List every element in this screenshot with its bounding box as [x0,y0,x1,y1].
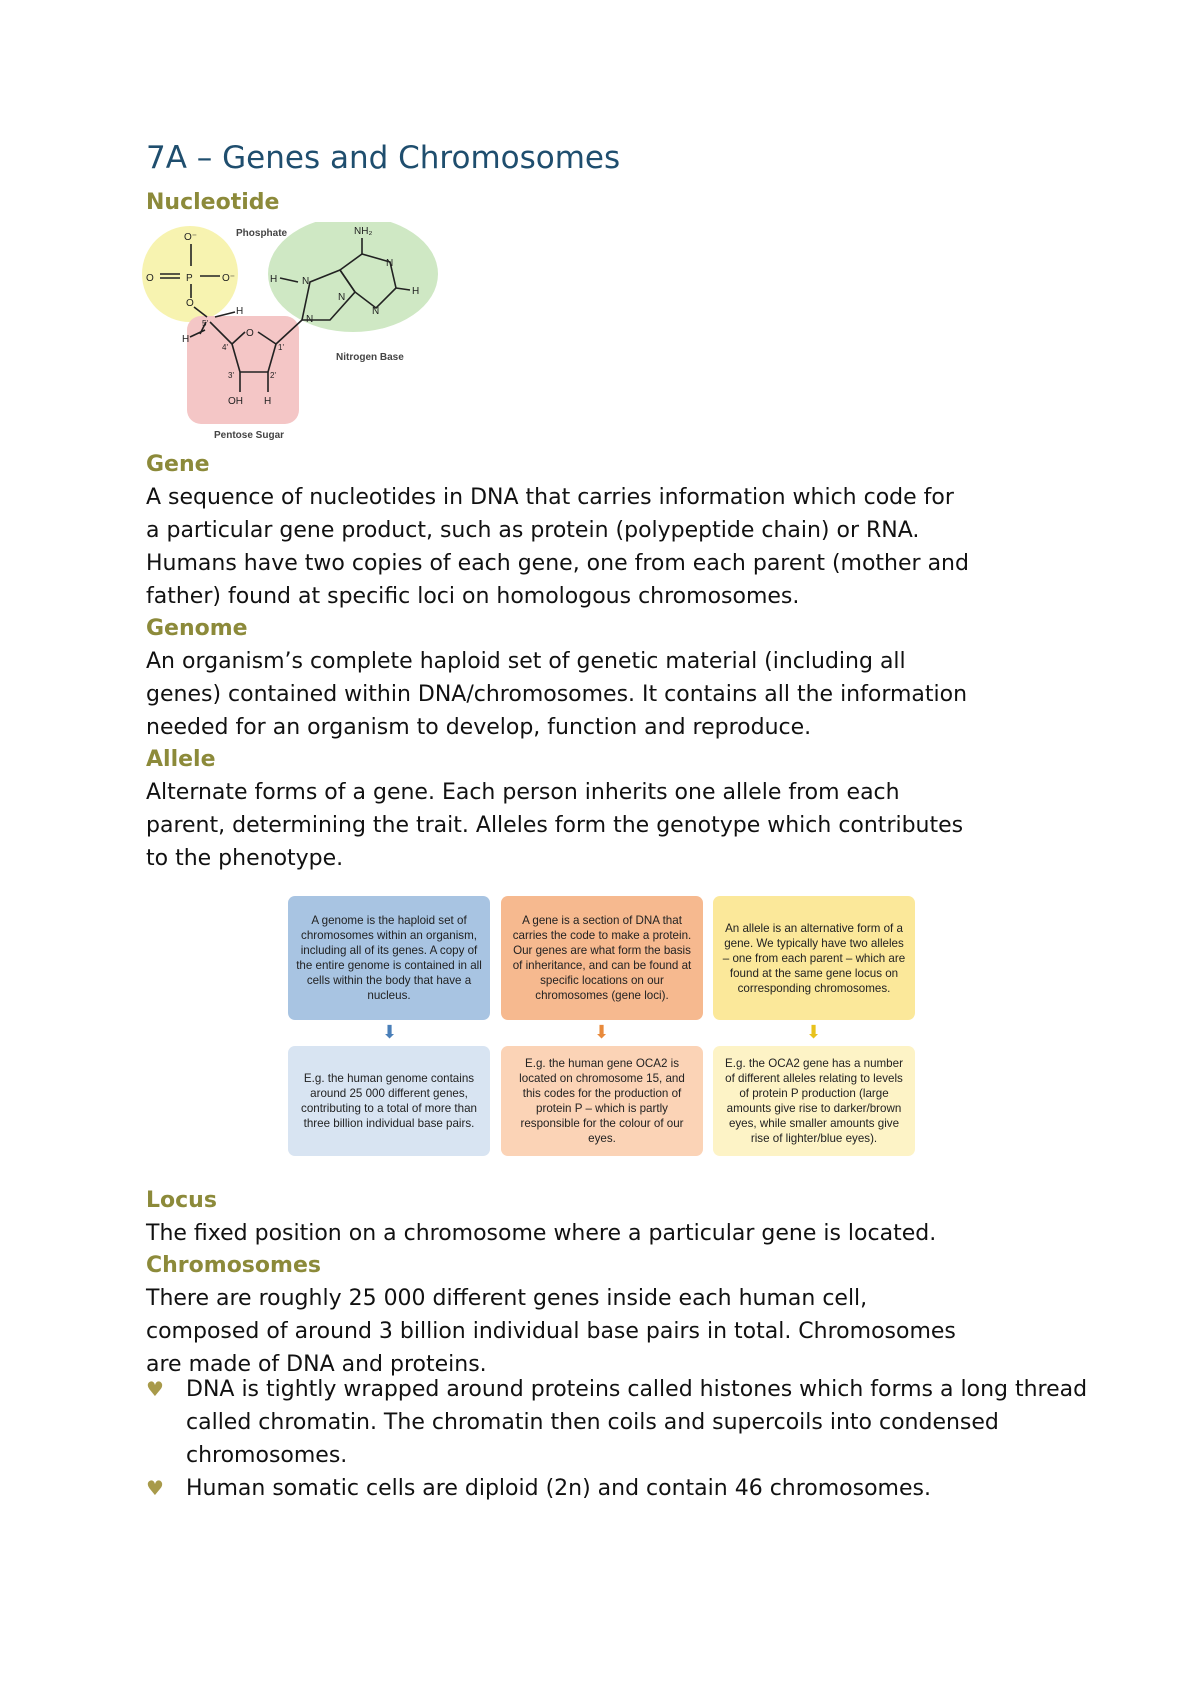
nitrogen-base-region [268,222,438,332]
genome-gene-allele-diagram [288,896,924,1160]
atom-label: 5' [202,319,208,328]
gene-definition: A sequence of nucleotides in DNA that carries information which code for a particular gene product, such as protein (polypeptide chain) or RNA. Humans have two copies of each gene, one from each parent (mother and father) found at specific loci on homologous chromosomes. [146,485,969,609]
heading-locus: Locus [146,1188,217,1213]
down-arrow-icon: ⬇ [594,1022,610,1043]
atom-label: 1' [278,343,284,352]
atom-label: O [246,328,254,339]
atom-label: N [372,306,380,317]
heading-allele: Allele [146,747,216,772]
heart-icon: ♥ [146,1377,164,1401]
atom-label: H [182,334,190,345]
atom-label: P [186,273,193,284]
heading-nucleotide: Nucleotide [146,190,280,215]
allele-card: An allele is an alternative form of a gene. We typically have two alleles – one from each parent – which are found at the same gene locus on corresponding chromosomes. [713,896,915,1020]
list-item-text: DNA is tightly wrapped around proteins called histones which forms a long thread called chromatin. The chromatin then coils and supercoils into condensed chromosomes. [186,1377,1088,1468]
genome-definition: An organism’s complete haploid set of genetic material (including all genes) contained within DNA/chromosomes. It contains all the information needed for an organism to develop, function and reproduce. [146,649,968,740]
down-arrow-icon: ⬇ [806,1022,822,1043]
down-arrow-icon: ⬇ [382,1022,398,1043]
atom-label: O⁻ [222,273,236,284]
chromosome-facts-list [146,1373,1106,1505]
atom-label: H [236,306,244,317]
nitrogen-base-label: Nitrogen Base [336,352,404,363]
atom-label: N [338,292,346,303]
atom-label: N [386,258,394,269]
chromosomes-definition: There are roughly 25 000 different genes inside each human cell, composed of around 3 billion individual base pairs in total. Chromosomes are made of DNA and proteins. [146,1286,956,1377]
atom-label: 3' [228,371,234,380]
gene-card: A gene is a section of DNA that carries the code to make a protein. Our genes are what form the basis of inheritance, and can be found at specific locations on our chromosomes (gene loci). [501,896,703,1020]
atom-label: NH₂ [354,226,373,237]
gene-example-card: E.g. the human gene OCA2 is located on chromosome 15, and this codes for the production of protein P – which is partly responsible for the colour of our eyes. [501,1046,703,1156]
heading-genome: Genome [146,616,248,641]
atom-label: N [306,314,314,325]
heading-gene: Gene [146,452,210,477]
allele-example-card: E.g. the OCA2 gene has a number of different alleles relating to levels of protein P production (large amounts give rise to darker/brown eyes, while smaller amounts give rise of lighter/blue eyes). [713,1046,915,1156]
heading-chromosomes: Chromosomes [146,1253,321,1278]
list-item [146,1472,1106,1505]
pentose-sugar-label: Pentose Sugar [214,430,285,441]
genome-example-card: E.g. the human genome contains around 25 000 different genes, contributing to a total of more than three billion individual base pairs. [288,1046,490,1156]
phosphate-label: Phosphate [236,228,288,239]
atom-label: H [412,286,420,297]
nucleotide-diagram [140,222,452,444]
page-title: 7A – Genes and Chromosomes [146,140,621,176]
atom-label: 4' [222,343,228,352]
atom-label: H [270,274,278,285]
heart-icon: ♥ [146,1476,164,1500]
atom-label: 2' [270,371,276,380]
atom-label: H [264,396,272,407]
atom-label: OH [228,396,243,407]
list-item [146,1373,1106,1472]
atom-label: O⁻ [184,232,198,243]
atom-label: O [186,298,194,309]
genome-card: A genome is the haploid set of chromosomes within an organism, including all of its genes. A copy of the entire genome is contained in all cells within the body that have a nucleus. [288,896,490,1020]
locus-definition: The fixed position on a chromosome where a particular gene is located. [146,1221,937,1246]
pentose-sugar-region [187,316,299,424]
atom-label: N [302,276,310,287]
atom-label: O [146,273,154,284]
list-item-text: Human somatic cells are diploid (2n) and contain 46 chromosomes. [186,1476,931,1501]
allele-definition: Alternate forms of a gene. Each person inherits one allele from each parent, determining the trait. Alleles form the genotype which contributes to the phenotype. [146,780,964,871]
